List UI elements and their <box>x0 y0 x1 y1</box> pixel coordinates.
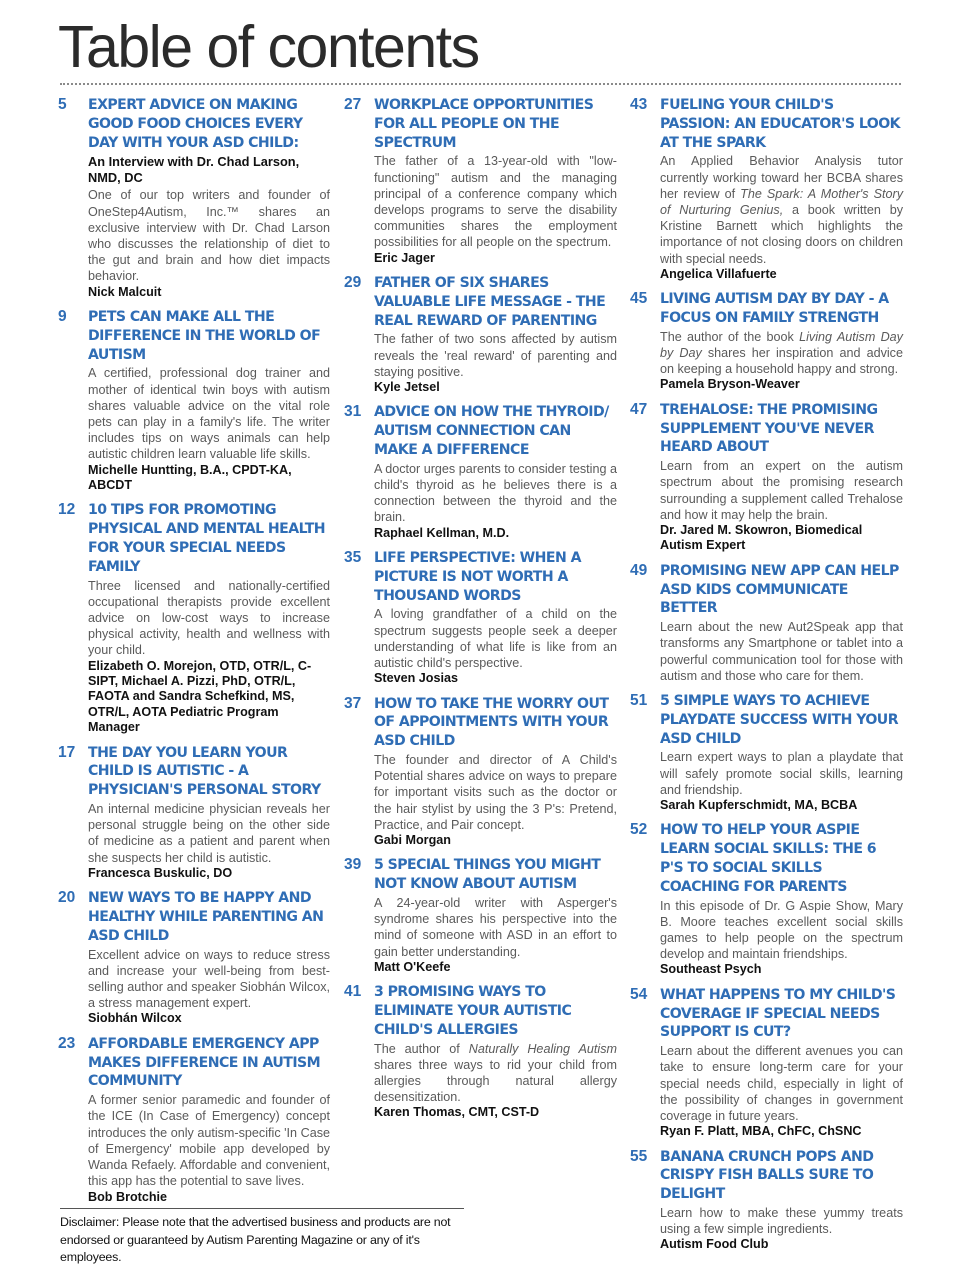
page-number: 9 <box>58 308 67 326</box>
page-number: 39 <box>344 856 362 874</box>
toc-entry[interactable] <box>58 501 330 735</box>
page-number: 43 <box>630 96 648 113</box>
article-author: Sarah Kupferschmidt, MA, BCBA <box>660 798 858 813</box>
toc-entry[interactable] <box>58 96 330 300</box>
toc-entry[interactable] <box>58 744 330 882</box>
article-description: A loving grandfather of a child on the spectrum suggests people seek a deeper understanding of what life is like from an autistic child's perspective. <box>374 607 617 671</box>
page-number: 51 <box>630 692 648 710</box>
article-title[interactable]: TREHALOSE: THE PROMISING SUPPLEMENT YOU'VE NEVER HEARD ABOUT <box>660 401 878 456</box>
article-author: Dr. Jared M. Skowron, Biomedical Autism Expert <box>660 523 863 553</box>
toc-entry[interactable] <box>344 549 617 687</box>
article-description: The father of two sons affected by autism reveals the 'real reward' of parenting and staying positive. <box>374 332 617 379</box>
toc-entry[interactable] <box>630 692 903 813</box>
page-number: 37 <box>344 694 362 712</box>
article-title[interactable]: PROMISING NEW APP CAN HELP ASD KIDS COMMUNICATE BETTER <box>660 562 899 617</box>
article-author: Steven Josias <box>374 671 459 686</box>
page-number: 47 <box>630 400 648 418</box>
footer-divider <box>60 1208 464 1209</box>
article-author: Michelle Huntting, B.A., CPDT-KA, ABCDT <box>88 462 292 493</box>
article-description: Learn from an expert on the autism spectrum about the promising research surrounding a supplement called Trehalose and how it may help the brain. <box>660 459 903 522</box>
page-number: 45 <box>630 290 648 308</box>
article-title[interactable]: HOW TO TAKE THE WORRY OUT OF APPOINTMENTS WITH YOUR ASD CHILD <box>374 695 609 750</box>
article-title[interactable]: WHAT HAPPENS TO MY CHILD'S COVERAGE IF SPECIAL NEEDS SUPPORT IS CUT? <box>660 986 896 1041</box>
article-author: Kyle Jetsel <box>374 380 440 395</box>
article-description: A 24-year-old writer with Asperger's syndrome shares his perspective into the mind of someone with ASD in an effort to gain better understanding. <box>374 896 617 959</box>
article-title[interactable]: NEW WAYS TO BE HAPPY AND HEALTHY WHILE PARENTING AN ASD CHILD <box>88 890 324 944</box>
article-description: Learn expert ways to plan a playdate that will safely promote social skills, learning and friendship. <box>660 750 903 797</box>
toc-column-3 <box>630 96 903 1261</box>
article-description: One of our top writers and founder of OneStep4Autism, Inc.™ shares an exclusive interview with Dr. Chad Larson who discusses the relationship of diet to the gut and brain and how diet impacts behavior. <box>88 188 330 284</box>
article-description: Learn about the new Aut2Speak app that transforms any Smartphone or tablet into a powerful communication tool for those with autism and those who care for them. <box>660 620 903 683</box>
toc-column-2 <box>344 96 617 1129</box>
page-number: 17 <box>58 743 76 761</box>
toc-column-1 <box>58 96 330 1213</box>
article-title[interactable]: BANANA CRUNCH POPS AND CRISPY FISH BALLS SURE TO DELIGHT <box>660 1148 874 1203</box>
article-title[interactable]: FATHER OF SIX SHARES VALUABLE LIFE MESSAGE - THE REAL REWARD OF PARENTING <box>374 275 606 329</box>
article-title[interactable]: 5 SPECIAL THINGS YOU MIGHT NOT KNOW ABOUT AUTISM <box>374 857 601 893</box>
article-title[interactable]: HOW TO HELP YOUR ASPIE LEARN SOCIAL SKILLS: THE 6 P'S TO SOCIAL SKILLS COACHING FOR PARENTS <box>660 822 877 895</box>
toc-entry[interactable] <box>344 96 617 266</box>
toc-entry[interactable] <box>344 983 617 1121</box>
toc-entry[interactable] <box>630 290 903 393</box>
toc-entry[interactable] <box>58 308 330 493</box>
article-title[interactable]: 3 PROMISING WAYS TO ELIMINATE YOUR AUTISTIC CHILD'S ALLERGIES <box>374 984 572 1038</box>
article-description: A certified, professional dog trainer and mother of identical twin boys with autism shares valuable advice on the vital role pets can play in a family's life. The writer includes tips on ways animals can help autistic children learn valuable life skills. <box>88 366 330 462</box>
article-author: Elizabeth O. Morejon, OTD, OTR/L, C-SIPT, Michael A. Pizzi, PhD, OTR/L, FAOTA and Sandra Schefkind, MS, OTR/L, AOTA Pediatric Program Manager <box>88 658 312 735</box>
toc-entry[interactable] <box>630 821 903 977</box>
article-author: Bob Brotchie <box>88 1189 168 1204</box>
article-author: Pamela Bryson-Weaver <box>660 377 800 392</box>
article-author: Autism Food Club <box>660 1237 769 1252</box>
article-author: Ryan F. Platt, MBA, ChFC, ChSNC <box>660 1124 862 1139</box>
article-title[interactable]: FUELING YOUR CHILD'S PASSION: AN EDUCATOR'S LOOK AT THE SPARK <box>660 97 901 151</box>
page-number: 31 <box>344 403 362 421</box>
article-description: The author of Naturally Healing Autism shares three ways to rid your child from allergies through natural allergy desensitization. <box>374 1041 617 1105</box>
toc-entry[interactable] <box>344 403 617 541</box>
toc-entry[interactable] <box>58 889 330 1027</box>
article-description: In this episode of Dr. G Aspie Show, Mary B. Moore teaches excellent social skills games to help people on the spectrum develop and maintain friendships. <box>660 898 903 962</box>
page-number: 12 <box>58 501 76 519</box>
article-description: The author of the book Living Autism Day by Day shares her inspiration and advice on keeping a household happy and strong. <box>660 329 903 377</box>
article-description: An Applied Behavior Analysis tutor currently working toward her BCBA shares her review of The Spark: A Mother's Story of Nurturing Genius, a book written by Kristine Barnett which highlights the importance of not closing doors on children with special needs. <box>660 154 904 266</box>
article-title[interactable]: WORKPLACE OPPORTUNITIES FOR ALL PEOPLE ON THE SPECTRUM <box>374 97 594 151</box>
article-author: Siobhán Wilcox <box>88 1011 182 1026</box>
title-divider <box>60 83 901 85</box>
article-title[interactable]: EXPERT ADVICE ON MAKING GOOD FOOD CHOICES EVERY DAY WITH YOUR ASD CHILD: <box>88 97 303 151</box>
article-author: Karen Thomas, CMT, CST-D <box>374 1105 540 1120</box>
article-author: Eric Jager <box>374 250 435 265</box>
article-title[interactable]: 10 TIPS FOR PROMOTING PHYSICAL AND MENTAL HEALTH FOR YOUR SPECIAL NEEDS FAMILY <box>88 502 326 575</box>
page-number: 23 <box>58 1034 76 1052</box>
article-title[interactable]: LIVING AUTISM DAY BY DAY - A FOCUS ON FAMILY STRENGTH <box>660 291 889 327</box>
page-number: 35 <box>344 549 362 567</box>
toc-entry[interactable] <box>344 856 617 975</box>
article-author: Gabi Morgan <box>374 833 451 848</box>
toc-entry[interactable] <box>630 96 903 282</box>
article-author: Matt O'Keefe <box>374 959 451 974</box>
article-subtitle: An Interview with Dr. Chad Larson, NMD, DC <box>88 154 300 186</box>
article-title[interactable]: ADVICE ON HOW THE THYROID/ AUTISM CONNECTION CAN MAKE A DIFFERENCE <box>374 404 609 459</box>
article-title[interactable]: 5 SIMPLE WAYS TO ACHIEVE PLAYDATE SUCCESS WITH YOUR ASD CHILD <box>660 693 899 747</box>
page-title: Table of contents <box>58 14 479 80</box>
article-description: The father of a 13-year-old with "low-functioning" autism and the managing principal of a conference company which develops programs to serve the disability communities shares the employment possibilities for all people on the spectrum. <box>374 154 617 250</box>
toc-entry[interactable] <box>630 401 903 554</box>
article-description: A doctor urges parents to consider testing a child's thyroid as he believes there is a connection between the thyroid and the brain. <box>374 461 617 525</box>
article-description: An internal medicine physician reveals her personal struggle being on the other side of medicine as a patient and parent when she suspects her child is autistic. <box>88 802 330 865</box>
page-number: 54 <box>630 985 648 1003</box>
article-author: Southeast Psych <box>660 962 762 977</box>
page-number: 52 <box>630 821 648 839</box>
page-number: 29 <box>344 274 362 292</box>
toc-entry[interactable] <box>58 1035 330 1205</box>
page-number: 20 <box>58 889 76 907</box>
disclaimer-text: Disclaimer: Please note that the advertised business and products are not endorsed or guaranteed by Autism Parenting Magazine or any of it's employees. <box>60 1215 451 1264</box>
article-description: Three licensed and nationally-certified occupational therapists provide excellent advice on low-cost ways to increase physical activity, health and wellness with your child. <box>88 578 330 658</box>
article-title[interactable]: THE DAY YOU LEARN YOUR CHILD IS AUTISTIC - A PHYSICIAN'S PERSONAL STORY <box>88 744 321 799</box>
page-number: 55 <box>630 1147 648 1165</box>
page-number: 5 <box>58 96 67 113</box>
article-author: Francesca Buskulic, DO <box>88 865 233 880</box>
article-description: The founder and director of A Child's Potential shares advice on ways to prepare for important visits such as the doctor or the hair stylist by using the 3 P's: Pretend, Practice, and Pair concept. <box>374 753 617 832</box>
toc-entry[interactable] <box>344 274 617 395</box>
article-description: Learn how to make these yummy treats using a few simple ingredients. <box>660 1206 903 1237</box>
article-title[interactable]: AFFORDABLE EMERGENCY APP MAKES DIFFERENCE IN AUTISM COMMUNITY <box>88 1035 321 1090</box>
page-number: 49 <box>630 561 648 579</box>
article-title[interactable]: LIFE PERSPECTIVE: WHEN A PICTURE IS NOT WORTH A THOUSAND WORDS <box>374 550 581 604</box>
article-author: Angelica Villafuerte <box>660 266 777 281</box>
toc-entry[interactable] <box>630 562 903 684</box>
article-description: Excellent advice on ways to reduce stress and increase your well-being from best-selling author and speaker Siobhán Wilcox, a stress management expert. <box>88 947 330 1011</box>
page-number: 27 <box>344 96 362 113</box>
toc-entry[interactable] <box>630 1148 903 1253</box>
toc-entry[interactable] <box>630 986 903 1140</box>
article-title[interactable]: PETS CAN MAKE ALL THE DIFFERENCE IN THE WORLD OF AUTISM <box>88 309 321 363</box>
article-author: Nick Malcuit <box>88 284 162 299</box>
article-description: Learn about the different avenues you can take to ensure long-term care for your special needs child, especially in light of the possibility of changes in government coverage in future years. <box>660 1044 903 1124</box>
toc-entry[interactable] <box>344 695 617 849</box>
article-description: A former senior paramedic and founder of the ICE (In Case of Emergency) concept introduces the only autism-specific 'In Case of Emergency' mobile app developed by Wanda Refaely. Affordable and convenient, this app has the potential to save lives. <box>88 1093 330 1189</box>
article-author: Raphael Kellman, M.D. <box>374 525 510 540</box>
page-number: 41 <box>344 983 362 1001</box>
